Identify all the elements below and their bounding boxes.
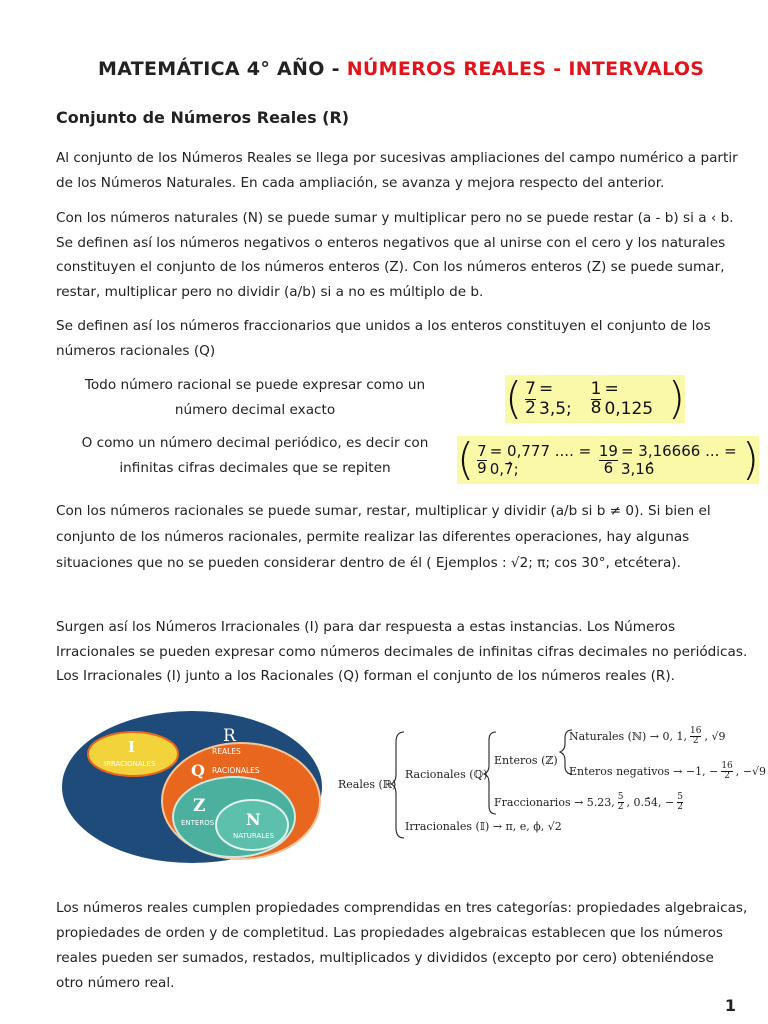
irracionales-label: IRRACIONALES (104, 760, 156, 768)
venn-diagram (58, 708, 328, 866)
racionales-label: RACIONALES (212, 766, 260, 775)
tree-irracionales: Irracionales (𝕀) → π, e, ϕ, √2 (405, 820, 562, 833)
paragraph-naturales-enteros: Con los números naturales (N) se puede sumar y multiplicar pero no se puede restar (a - b) si a ‹ b. Se definen así los números negativos o enteros negativos que al unirse con el cero y los naturales constituyen el conjunto de los números enteros (Z). Con los números enteros (Z) se puede sumar, restar, multiplicar pero no dividir (a/b) si a no es múltiplo de b. (56, 210, 734, 300)
fraction: $\frac{19}{6}$ (598, 441, 618, 477)
example-periodic-text: O como un número decimal periódico, es decir con infinitas cifras decimales que se repiten (81, 435, 429, 476)
fraction: $\frac{7}{2}$ (525, 378, 536, 418)
tree-racionales: Racionales (ℚ) (405, 768, 488, 781)
section-title: Conjunto de Números Reales (R) (56, 108, 350, 127)
paragraph-propiedades: Los números reales cumplen propiedades comprendidas en tres categorías: propiedades algebraicas, propiedades de orden y de completitud. Las propiedades algebraicas establecen que los números reales pueden ser sumados, restados, multiplicados y divididos (excepto por cero) obteniéndose otro número real. (56, 900, 748, 991)
reales-letter: R (223, 726, 236, 746)
irracionales-letter: I (128, 738, 136, 756)
formula-periodic: ( $\frac{7}{9}$ = 0,777 .... = 0,7̂; $\frac{19}{6}$ = 3,16666 ... = 3,16̂ ) (457, 434, 759, 485)
paragraph-racionales: Se definen así los números fraccionarios que unidos a los enteros constituyen el conjunto de los números racionales (Q) (56, 318, 711, 359)
tree-fraccionarios: Fraccionarios → 5.23, $\frac{5}{2}$ , 0.5̂4, − $\frac{5}{2}$ (494, 792, 683, 813)
tree-reales: Reales (ℝ) (338, 778, 397, 791)
title-right: NÚMEROS REALES - INTERVALOS (346, 58, 705, 80)
page-number: 1 (724, 996, 736, 1015)
fraction: $\frac{1}{8}$ (590, 378, 602, 418)
reales-label: REALES (212, 747, 241, 756)
paragraph-intro: Al conjunto de los Números Reales se llega por sucesivas ampliaciones del campo numérico a partir de los Números Naturales. En cada ampliación, se avanza y mejora respecto del anterior. (56, 150, 738, 191)
tree-naturales: Naturales (ℕ) → 0, 1, $\frac{16}{2}$ , √9 (569, 726, 726, 747)
enteros-label: ENTEROS (181, 819, 215, 827)
page-title (98, 58, 704, 80)
tree-negativos: Enteros negativos → −1, − $\frac{16}{2}$ , −√9 (569, 761, 766, 782)
fraction: $\frac{5}{2}$ (617, 792, 624, 813)
formula-exact: ( $\frac{7}{2}$ = 3,5; $\frac{1}{8}$ = 0,125 ) (505, 373, 685, 424)
title-left: MATEMÁTICA 4° AÑO - (98, 58, 340, 80)
paragraph-operaciones: Con los números racionales se puede sumar, restar, multiplicar y dividir (a/b si b ≠ 0). Si bien el conjunto de los números racionales, permite realizar las diferentes operaciones, hay algunas situaciones que no se pueden considerar dentro de él ( Ejemplos : √2; π; cos 30°, etcétera). (56, 503, 711, 571)
racionales-letter: Q (191, 761, 205, 780)
naturales-label: NATURALES (233, 832, 275, 840)
fraction: $\frac{7}{9}$ (477, 441, 487, 477)
naturales-letter: N (246, 810, 261, 829)
fraction: $\frac{5}{2}$ (677, 792, 683, 813)
enteros-letter: Z (193, 796, 206, 816)
fraction: $\frac{16}{2}$ (721, 761, 733, 782)
example-exact-text: Todo número racional se puede expresar como un número decimal exacto (84, 377, 426, 418)
paragraph-irracionales: Surgen así los Números Irracionales (I) para dar respuesta a estas instancias. Los Números Irracionales se pueden expresar como números decimales de infinitas cifras decimales no periódicas. Los Irracionales (I) junto a los Racionales (Q) forman el conjunto de los números reales (R). (56, 619, 748, 684)
tree-enteros: Enteros (ℤ) (494, 754, 558, 767)
fraction: $\frac{16}{2}$ (690, 726, 702, 747)
